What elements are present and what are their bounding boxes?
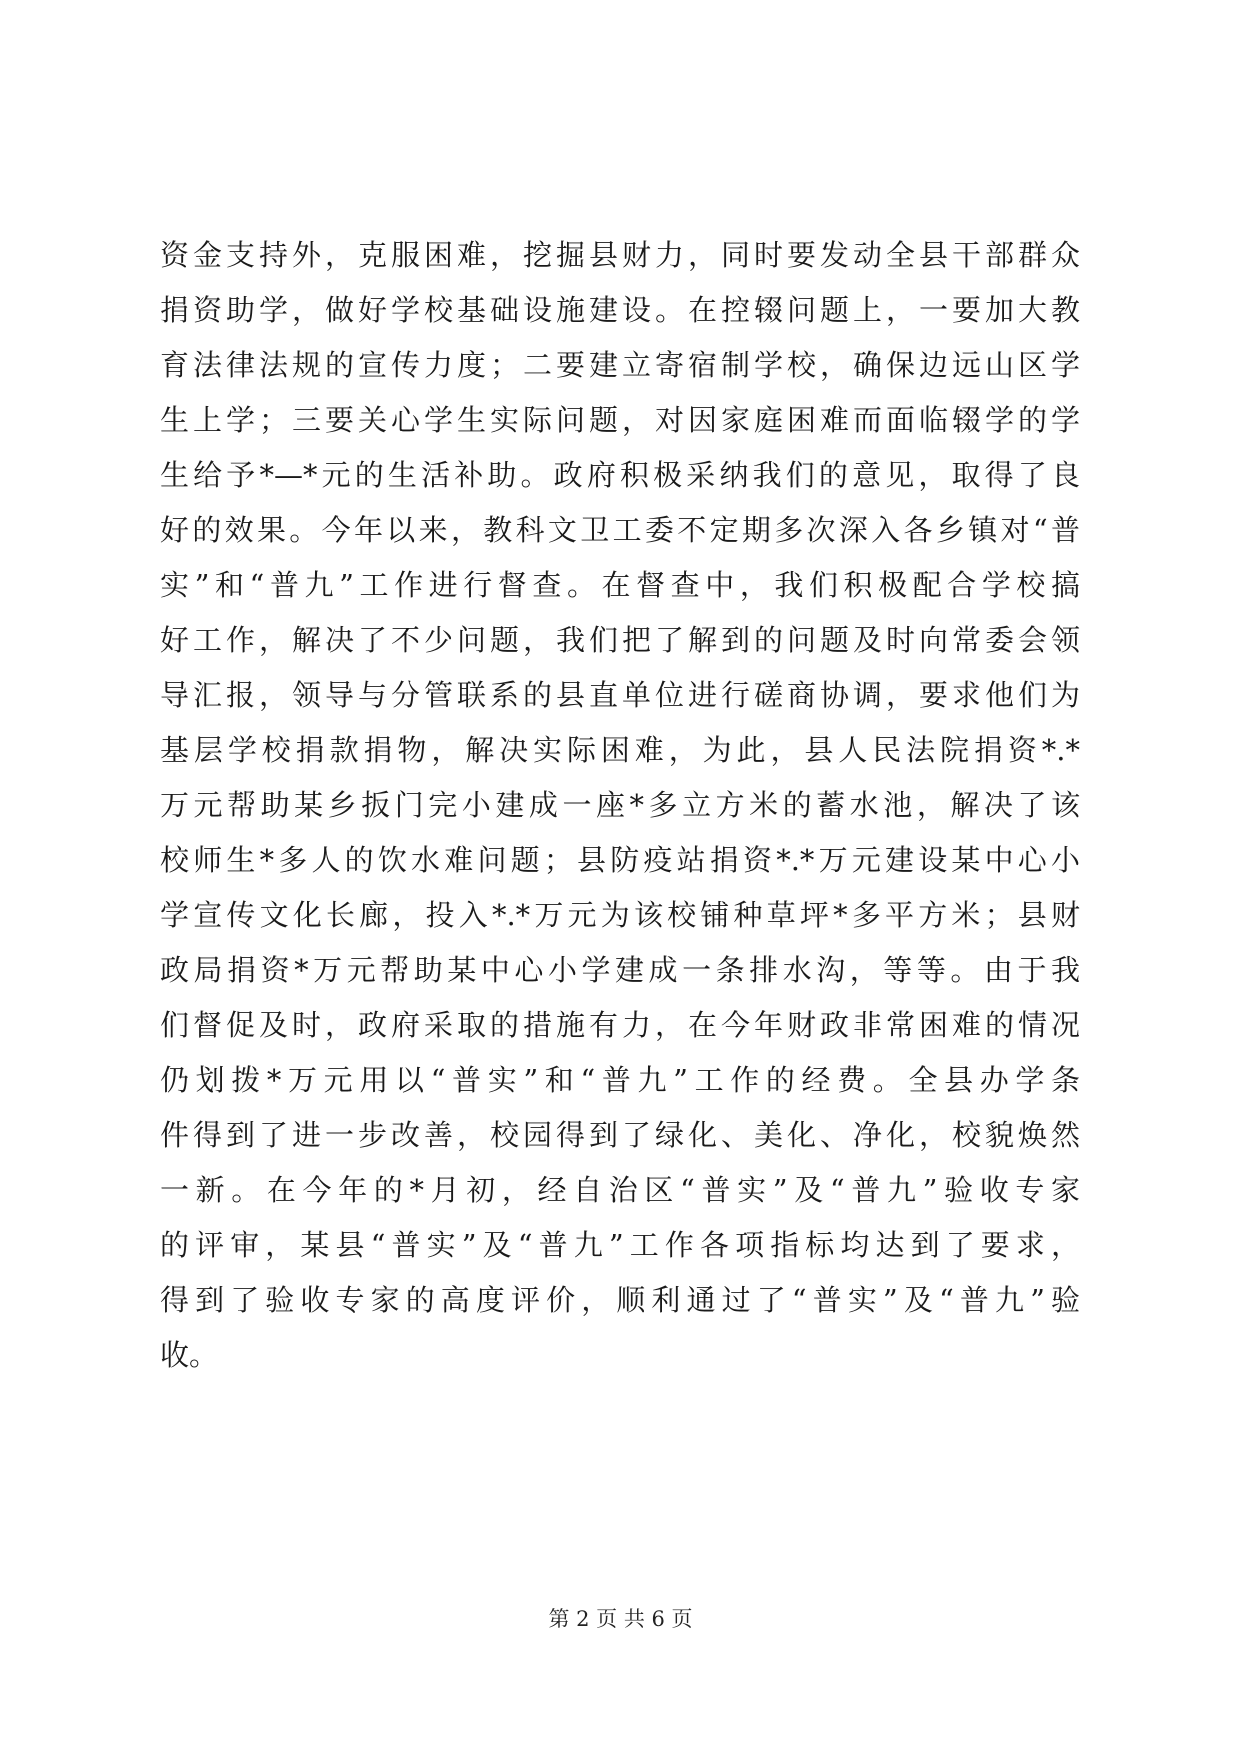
- text-line: 实”和“普九”工作进行督查。在督查中，我们积极配合学校搞: [160, 568, 1080, 602]
- text-line: 生给予*—*元的生活补助。政府积极采纳我们的意见，取得了良: [160, 458, 1080, 492]
- page-number-footer: 第 2 页 共 6 页: [548, 1607, 693, 1631]
- text-line: 政局捐资*万元帮助某中心小学建成一条排水沟，等等。由于我: [160, 953, 1080, 987]
- text-line: 资金支持外，克服困难，挖掘县财力，同时要发动全县干部群众: [160, 238, 1080, 272]
- text-line: 仍划拨*万元用以“普实”和“普九”工作的经费。全县办学条: [160, 1063, 1080, 1097]
- text-line: 们督促及时，政府采取的措施有力，在今年财政非常困难的情况: [160, 1008, 1080, 1042]
- text-line: 的评审，某县“普实”及“普九”工作各项指标均达到了要求，: [160, 1228, 1080, 1262]
- text-line: 好工作，解决了不少问题，我们把了解到的问题及时向常委会领: [160, 623, 1080, 657]
- text-line: 校师生*多人的饮水难问题；县防疫站捐资*.*万元建设某中心小: [160, 843, 1080, 877]
- text-line: 收。: [160, 1338, 219, 1372]
- text-line: 件得到了进一步改善，校园得到了绿化、美化、净化，校貌焕然: [160, 1118, 1080, 1152]
- body-paragraph: [160, 228, 1080, 1383]
- text-line: 基层学校捐款捐物，解决实际困难，为此，县人民法院捐资*.*: [160, 733, 1080, 767]
- text-line: 万元帮助某乡扳门完小建成一座*多立方米的蓄水池，解决了该: [160, 788, 1080, 822]
- text-line: 捐资助学，做好学校基础设施建设。在控辍问题上，一要加大教: [160, 293, 1080, 327]
- text-line: 得到了验收专家的高度评价，顺利通过了“普实”及“普九”验: [160, 1283, 1080, 1317]
- text-line: 一新。在今年的*月初，经自治区“普实”及“普九”验收专家: [160, 1173, 1080, 1207]
- text-line: 学宣传文化长廊，投入*.*万元为该校铺种草坪*多平方米；县财: [160, 898, 1080, 932]
- text-line: 导汇报，领导与分管联系的县直单位进行磋商协调，要求他们为: [160, 678, 1080, 712]
- text-line: 好的效果。今年以来，教科文卫工委不定期多次深入各乡镇对“普: [160, 513, 1080, 547]
- text-line: 生上学；三要关心学生实际问题，对因家庭困难而面临辍学的学: [160, 403, 1080, 437]
- text-line: 育法律法规的宣传力度；二要建立寄宿制学校，确保边远山区学: [160, 348, 1080, 382]
